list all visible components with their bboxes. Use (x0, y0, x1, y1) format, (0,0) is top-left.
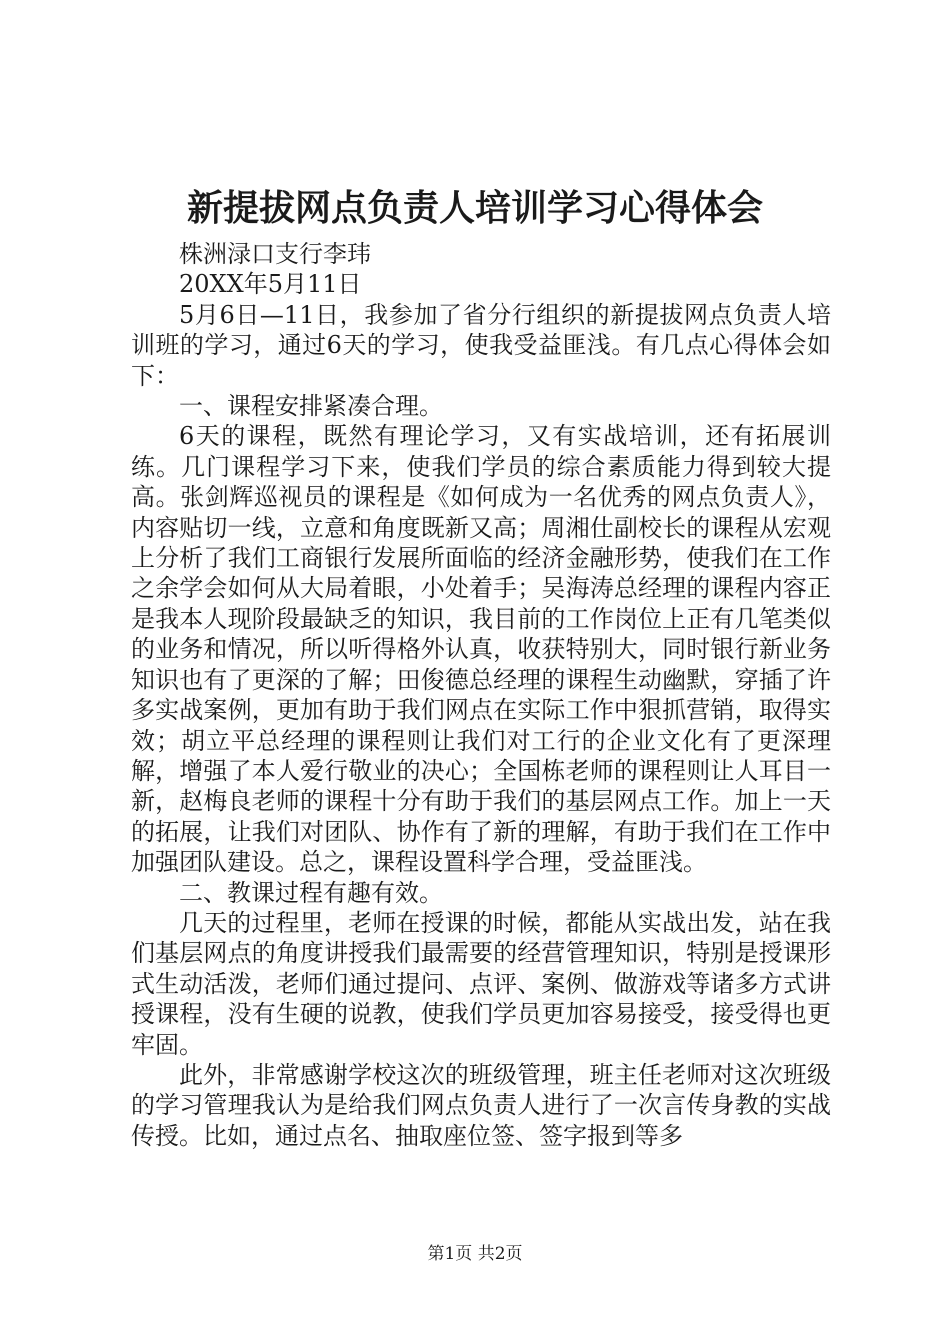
body-paragraph: 此外，非常感谢学校这次的班级管理，班主任老师对这次班级的学习管理我认为是给我们网点负责人进行了一次言传身教的实战传授。比如，通过点名、抽取座位签、签字报到等多 (131, 1060, 831, 1150)
document-title: 新提拔网点负责人培训学习心得体会 (186, 187, 763, 229)
author-line: 株洲渌口支行李玮 (179, 240, 371, 268)
page-number-footer: 第1页 共2页 (427, 1244, 523, 1264)
section-heading: 二、教课过程有趣有效。 (179, 878, 443, 907)
section-heading: 一、课程安排紧凑合理。 (179, 392, 443, 421)
document-body (131, 239, 831, 1151)
body-paragraph: 5月6日—11日，我参加了省分行组织的新提拔网点负责人培训班的学习，通过6天的学习，使我受益匪浅。有几点心得体会如下： (131, 300, 831, 390)
date-line: 20XX年5月11日 (179, 270, 362, 299)
body-paragraph: 几天的过程里，老师在授课的时候，都能从实战出发，站在我们基层网点的角度讲授我们最需要的经营管理知识，特别是授课形式生动活泼，老师们通过提问、点评、案例、做游戏等诸多方式讲授课程，没有生硬的说教，使我们学员更加容易接受，接受得也更牢固。 (131, 908, 831, 1059)
body-paragraph: 6天的课程，既然有理论学习，又有实战培训，还有拓展训练。几门课程学习下来，使我们学员的综合素质能力得到较大提高。张剑辉巡视员的课程是《如何成为一名优秀的网点负责人》，内容贴切一线，立意和角度既新又高；周湘仕副校长的课程从宏观上分析了我们工商银行发展所面临的经济金融形势，使我们在工作之余学会如何从大局着眼，小处着手；吴海涛总经理的课程内容正是我本人现阶段最缺乏的知识，我目前的工作岗位上正有几笔类似的业务和情况，所以听得格外认真，收获特别大，同时银行新业务知识也有了更深的了解；田俊德总经理的课程生动幽默，穿插了许多实战案例，更加有助于我们网点在实际工作中狠抓营销，取得实效；胡立平总经理的课程则让我们对工行的企业文化有了更深理解，增强了本人爱行敬业的决心；全国栋老师的课程则让人耳目一新，赵梅良老师的课程十分有助于我们的基层网点工作。加上一天的拓展，让我们对团队、协作有了新的理解，有助于我们在工作中加强团队建设。总之，课程设置科学合理，受益匪浅。 (131, 422, 831, 877)
